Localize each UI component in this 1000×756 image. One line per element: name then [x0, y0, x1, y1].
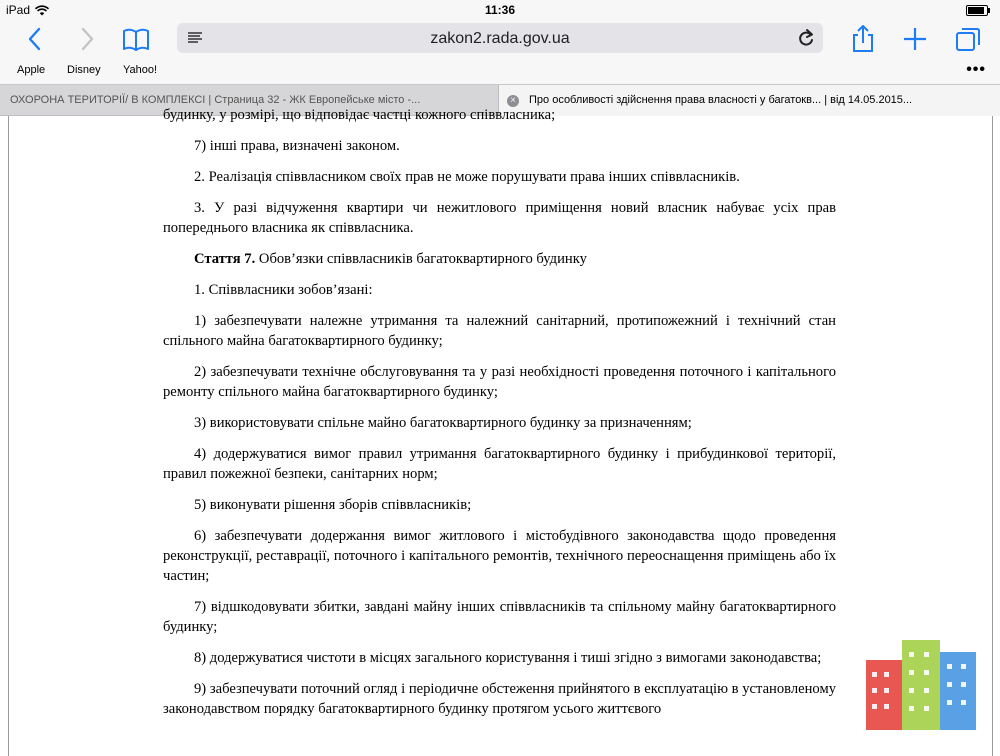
paragraph: будинку, у розмірі, що відповідає частці кожного співвласника;: [163, 107, 556, 123]
bookmarks-icon[interactable]: [121, 24, 151, 54]
article-heading: [163, 249, 836, 269]
browser-toolbar: [0, 20, 1000, 58]
address-bar[interactable]: [177, 23, 823, 53]
list-item: 8) додержуватися чистоти в місцях загального користування і тиші згідно з вимогами законодавства;: [194, 650, 822, 666]
list-item: 6) забезпечувати додержання вимог житлового і містобудівного законодавства щодо проведення реконструкції, реставрації, поточного і капітального ремонтів, технічного переоснащення приміщень або їх частин;: [163, 528, 836, 584]
tabs-icon[interactable]: [953, 24, 983, 54]
list-item: 2) забезпечувати технічне обслуговування та у разі необхідності проведення поточного і капітального ремонту спільного майна багатоквартирного будинку;: [163, 364, 836, 400]
new-tab-icon[interactable]: [900, 24, 930, 54]
url-text[interactable]: zakon2.rada.gov.ua: [430, 30, 570, 47]
favorite-apple[interactable]: Apple: [17, 64, 46, 76]
article-title: Обов’язки співвласників багатоквартирного будинку: [255, 251, 587, 267]
list-item: 4) додержуватися вимог правил утримання багатоквартирного будинку і прибудинкової території, правил пожежної безпеки, санітарних норм;: [163, 446, 836, 482]
more-icon[interactable]: •••: [966, 61, 986, 78]
list-item: 5) виконувати рішення зборів співвласників;: [194, 497, 472, 513]
page-content[interactable]: [0, 107, 1000, 750]
favorite-yahoo[interactable]: Yahoo!: [123, 64, 158, 76]
close-tab-icon[interactable]: ×: [507, 95, 519, 107]
favorite-disney[interactable]: Disney: [67, 64, 101, 76]
list-item: 3) використовувати спільне майно багатоквартирного будинку за призначенням;: [194, 415, 692, 431]
paragraph: 2. Реалізація співвласником своїх прав не може порушувати права інших співвласників.: [194, 169, 740, 185]
battery-icon: [966, 5, 988, 16]
paragraph: 7) інші права, визначені законом.: [194, 138, 400, 154]
watermark-logo: [862, 640, 980, 750]
favorites-bar: [0, 58, 1000, 84]
list-item: 1) забезпечувати належне утримання та належний санітарний, протипожежний і технічний стан спільного майна багатоквартирного будинку;: [163, 313, 836, 349]
tab-title: Про особливості здійснення права власності у багатокв... | від 14.05.2015...: [529, 94, 913, 106]
status-bar: [0, 0, 1000, 20]
list-item: 9) забезпечувати поточний огляд і періодичне обстеження прийнятого в експлуатацію в установленому законодавством порядку багатоквартирного будинку протягом усього життєвого: [163, 681, 836, 717]
reload-icon[interactable]: [797, 28, 815, 48]
paragraph: 1. Співвласники зобов’язані:: [194, 282, 373, 298]
article-number: Стаття 7.: [194, 251, 256, 267]
forward-icon[interactable]: [72, 24, 102, 54]
list-item: 7) відшкодовувати збитки, завдані майну інших співвласників та спільному майну багатоквартирного будинку;: [163, 599, 836, 635]
back-icon[interactable]: [20, 24, 50, 54]
paragraph: 3. У разі відчуження квартири чи нежитлового приміщення новий власник набуває усіх прав попереднього власника як співвласника.: [163, 200, 836, 236]
share-icon[interactable]: [848, 24, 878, 54]
device-name: iPad: [6, 3, 31, 17]
tab-title: ОХОРОНА ТЕРИТОРІЇ/ В КОМПЛЕКСІ | Страница 32 - ЖК Европейське місто -...: [10, 94, 421, 106]
status-time: 11:36: [484, 3, 516, 17]
law-document: [163, 105, 836, 730]
